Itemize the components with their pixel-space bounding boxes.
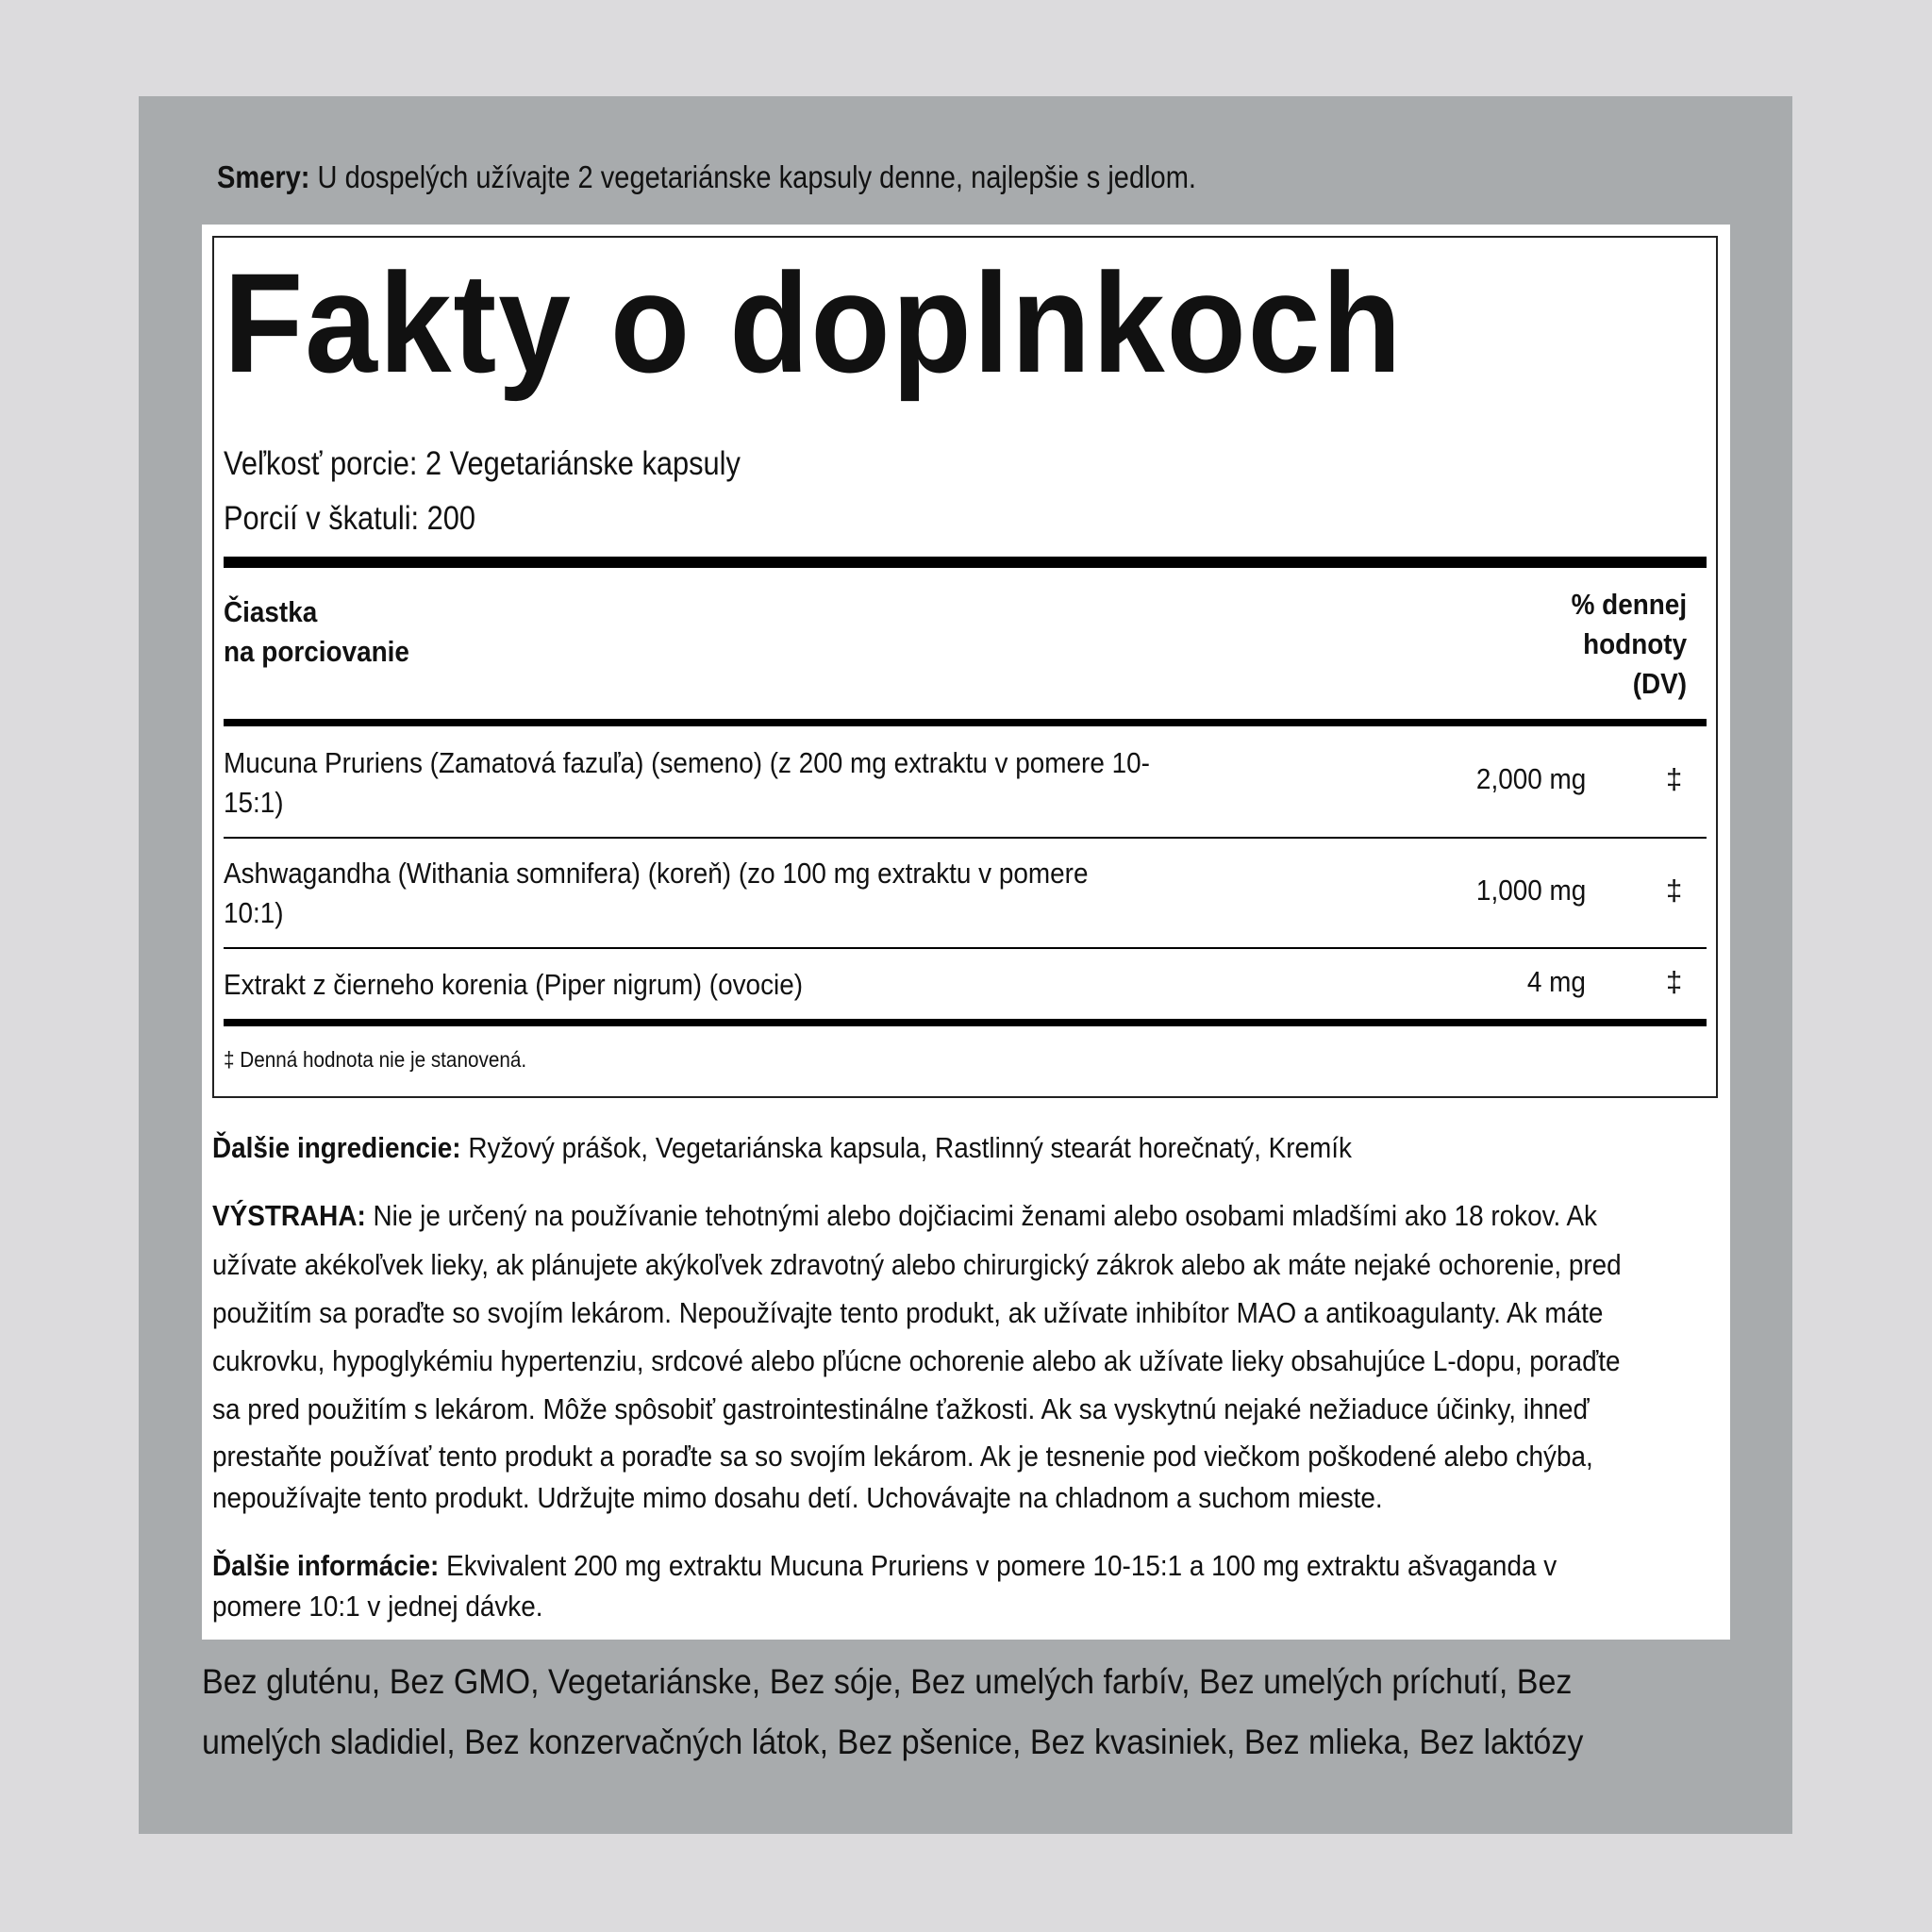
directions-text [217, 157, 1562, 198]
nutrient-dv-ashwagandha: ‡ [1666, 874, 1683, 907]
nutrient-amount-black-pepper: 4 mg [1526, 965, 1586, 998]
warning-line: použitím sa poraďte so svojím lekárom. Nepoužívajte tento produkt, ak užívate inhibítor MAO a antikoagulanty. Ak máte [212, 1296, 1604, 1329]
servings-per-container: Porcií v škatuli: 200 [224, 500, 476, 537]
warning-label: VÝSTRAHA: [212, 1199, 366, 1232]
warning-text: Nie je určený na používanie tehotnými alebo dojčiacimi ženami alebo osobami mladšími ako 18 rokov. Ak [365, 1199, 1598, 1232]
nutrient-name-mucuna [224, 743, 1158, 823]
additional-info-text: Ekvivalent 200 mg extraktu Mucuna Pruriens v pomere 10-15:1 a 100 mg extraktu ašvaganda v [439, 1549, 1557, 1582]
dv-header-line1: % dennej [1571, 588, 1687, 621]
nutrient-name-line1: Extrakt z čierneho korenia (Piper nigrum) (ovocie) [224, 968, 804, 1001]
other-ingredients-label: Ďalšie ingrediencie: [212, 1131, 461, 1164]
thick-divider-top [224, 557, 1707, 568]
daily-value-header [1572, 585, 1687, 704]
nutrient-dv-mucuna: ‡ [1666, 762, 1683, 795]
row-divider [224, 837, 1707, 839]
amount-header-line2: na porciovanie [224, 635, 409, 668]
directions-label: Smery: [217, 159, 310, 194]
nutrient-amount-mucuna: 2,000 mg [1475, 762, 1586, 795]
dv-header-line2: hodnoty [1582, 627, 1687, 660]
warning-line: cukrovku, hypoglykémiu hypertenziu, srdcové alebo pľúcne ochorenie alebo ak užívate lieky obsahujúce L-dopu, poraďte [212, 1344, 1621, 1377]
additional-info-line: pomere 10:1 v jednej dávke. [212, 1590, 543, 1623]
facts-title: Fakty o doplnkoch [224, 243, 1404, 402]
nutrient-name-line1: Ashwagandha (Withania somnifera) (koreň) (zo 100 mg extraktu v pomere [224, 857, 1089, 890]
nutrient-name-ashwagandha [224, 854, 1158, 933]
amount-per-serving-header [224, 592, 409, 672]
additional-info-label: Ďalšie informácie: [212, 1549, 440, 1582]
nutrient-name-black-pepper [224, 965, 1158, 1005]
nutrient-name-line2: 10:1) [224, 896, 284, 929]
thick-divider-bottom [224, 1019, 1707, 1026]
thick-divider-header [224, 719, 1707, 726]
other-ingredients-body: Ryžový prášok, Vegetariánska kapsula, Rastlinný stearát horečnatý, Kremík [460, 1131, 1352, 1164]
dv-header-line3: (DV) [1632, 667, 1687, 700]
serving-size: Veľkosť porcie: 2 Vegetariánske kapsuly [224, 445, 741, 482]
additional-info-line [212, 1546, 1557, 1586]
free-from-claims-line: umelých sladidiel, Bez konzervačných látok, Bez pšenice, Bez kvasiniek, Bez mlieka, Bez laktózy [202, 1723, 1584, 1761]
warning-line: užívate akékoľvek lieky, ak plánujete akýkoľvek zdravotný alebo chirurgický zákrok alebo ak máte nejaké ochorenie, pred [212, 1248, 1622, 1281]
warning-line [212, 1196, 1597, 1236]
row-divider [224, 947, 1707, 949]
amount-header-line1: Čiastka [224, 595, 318, 628]
warning-line: sa pred použitím s lekárom. Môže spôsobiť gastrointestinálne ťažkosti. Ak sa vyskytnú nejaké nežiaduce účinky, ihneď [212, 1392, 1590, 1425]
directions-body: U dospelých užívajte 2 vegetariánske kapsuly denne, najlepšie s jedlom. [309, 159, 1196, 194]
warning-line: nepoužívajte tento produkt. Udržujte mimo dosahu detí. Uchovávajte na chladnom a suchom mieste. [212, 1481, 1383, 1514]
nutrient-name-line2: 15:1) [224, 786, 284, 819]
other-ingredients [212, 1127, 1584, 1169]
daily-value-footnote: ‡ Denná hodnota nie je stanovená. [224, 1047, 527, 1072]
nutrient-dv-black-pepper: ‡ [1666, 965, 1683, 998]
warning-line: prestaňte používať tento produkt a poraďte sa so svojím lekárom. Ak je tesnenie pod viečkom poškodené alebo chýba, [212, 1440, 1593, 1473]
nutrient-name-line1: Mucuna Pruriens (Zamatová fazuľa) (semeno) (z 200 mg extraktu v pomere 10- [224, 746, 1150, 779]
nutrient-amount-ashwagandha: 1,000 mg [1475, 874, 1586, 907]
free-from-claims-line: Bez gluténu, Bez GMO, Vegetariánske, Bez sóje, Bez umelých farbív, Bez umelých príchutí, Bez [202, 1662, 1573, 1701]
